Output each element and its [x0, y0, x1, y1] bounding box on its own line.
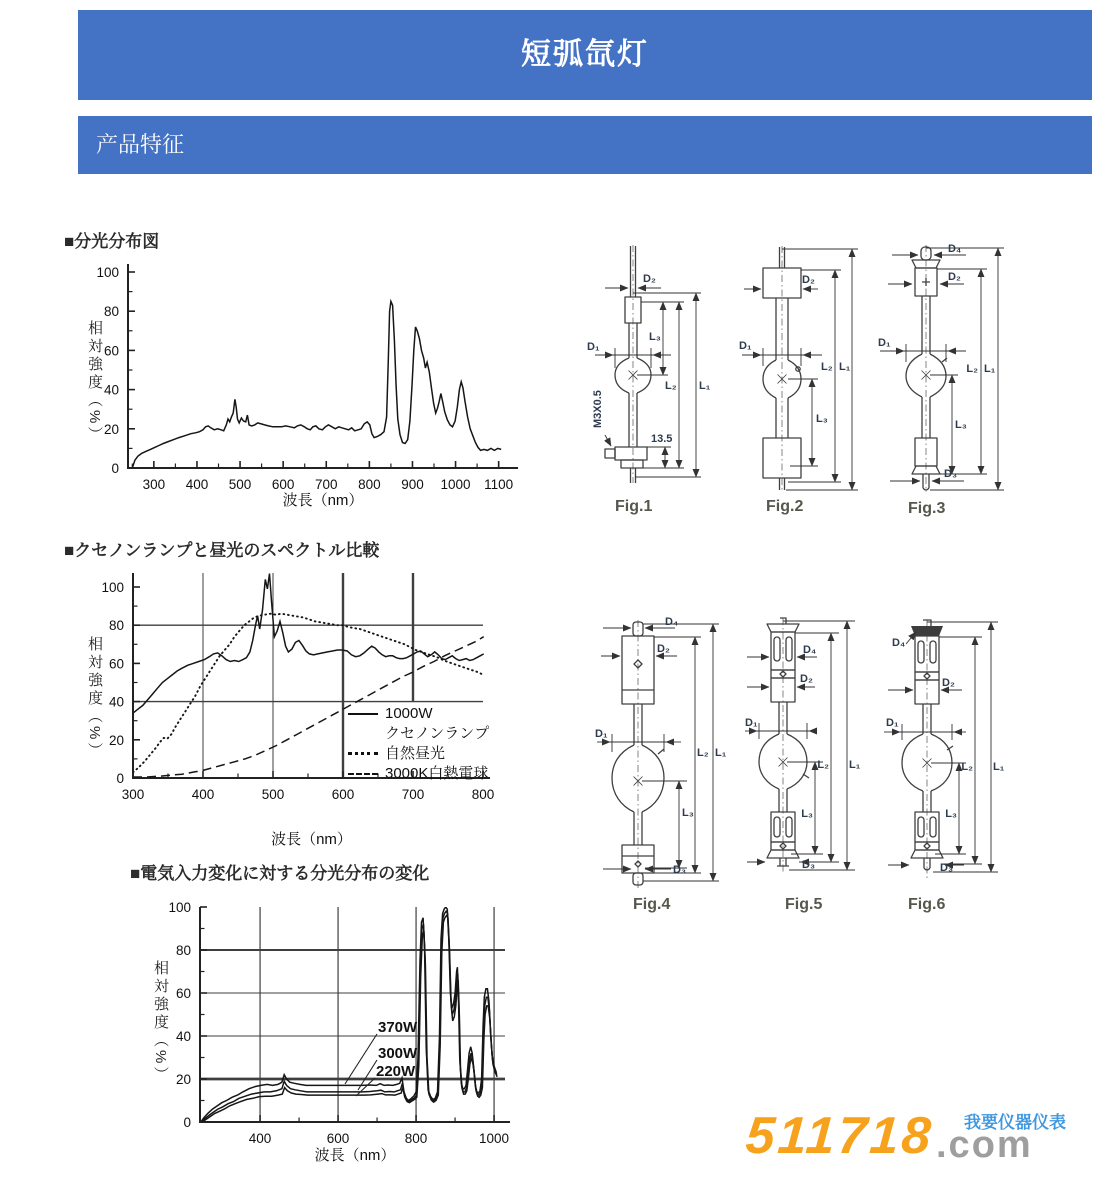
legend-label: 自然昼光 — [385, 745, 446, 762]
dim-label-d1: D₁ — [595, 728, 608, 740]
x-tick-label: 300 — [142, 477, 166, 492]
lamp-outline — [906, 247, 947, 490]
x-tick-label: 700 — [401, 787, 425, 802]
spectral-distribution-chart — [70, 255, 540, 527]
dim-label-l3: L₃ — [649, 331, 661, 343]
y-tick-label: 20 — [103, 421, 119, 437]
y-tick-label: 100 — [101, 580, 124, 595]
figure-caption: Fig.5 — [785, 896, 823, 913]
y-tick-label: 100 — [168, 900, 191, 915]
chart1-title: ■分光分布図 — [64, 232, 160, 251]
x-tick-label: 300 — [121, 787, 145, 802]
section-banner — [78, 116, 1092, 174]
lamp-diagram-svg — [880, 616, 1025, 891]
x-tick-label: 700 — [314, 477, 338, 492]
page-title-banner — [78, 10, 1092, 100]
dim-label-d3: D₃ — [673, 864, 687, 876]
y-tick-label: 80 — [103, 304, 119, 320]
figure-caption: Fig.6 — [908, 896, 946, 913]
power-label-220w: 220W — [376, 1063, 416, 1080]
legend-row-xenon-2 — [348, 724, 489, 743]
y-tick-label: 0 — [111, 461, 119, 476]
dim-label-l1: L₁ — [993, 761, 1005, 773]
x-tick-label: 1000 — [440, 477, 471, 492]
lamp-diagram-svg — [585, 242, 730, 494]
dim-label-l3: L₃ — [945, 808, 957, 820]
dim-label-d1: D₁ — [745, 717, 758, 729]
site-logo-slogan: 我要仪器仪表 — [964, 1113, 1066, 1132]
dim-label-d4: D₄ — [665, 616, 679, 628]
x-axis-label: 波長（nm） — [282, 492, 364, 509]
dim-label-d2: D₂ — [657, 643, 670, 655]
dim-label-13-5: 13.5 — [651, 433, 673, 445]
dim-label-d2: D₂ — [643, 273, 656, 285]
x-tick-label: 400 — [191, 787, 215, 802]
dim-label-l3: L₃ — [955, 419, 967, 431]
dim-label-l2: L₂ — [665, 380, 677, 392]
lamp-diagram-svg — [878, 242, 1020, 498]
input-variation-chart — [130, 888, 560, 1188]
x-tick-label: 500 — [261, 787, 285, 802]
x-tick-label: 400 — [248, 1131, 272, 1146]
site-logo-tld: .com — [936, 1124, 1033, 1166]
dotted-line-sample — [348, 752, 378, 755]
dim-label-d1: D₁ — [878, 337, 891, 349]
legend-row-incandescent — [348, 764, 489, 783]
x-tick-label: 600 — [326, 1131, 350, 1146]
legend-label: 3000K白熱電球 — [385, 765, 489, 782]
lamp-figure-1 — [585, 242, 730, 528]
figure-caption: Fig.4 — [633, 896, 671, 913]
lamp-diagram-svg — [595, 616, 745, 891]
y-tick-label: 60 — [108, 656, 124, 672]
y-tick-label: 20 — [175, 1072, 191, 1087]
x-axis-label: 波長（nm） — [314, 1147, 396, 1164]
dim-label-l2: L₂ — [817, 759, 829, 771]
dim-label-l2: L₂ — [697, 747, 709, 759]
dimension-lines — [745, 621, 855, 870]
y-tick-label: 40 — [103, 382, 119, 398]
dim-label-d3: D₃ — [944, 468, 958, 480]
dim-label-d2: D₂ — [802, 274, 815, 286]
chart2-title: ■クセノンランプと昼光のスペクトル比較 — [64, 541, 380, 560]
lamp-figure-4 — [595, 616, 745, 916]
x-tick-label: 400 — [185, 477, 209, 492]
page-title: 短弧氙灯 — [521, 38, 649, 71]
legend-label: 1000W — [385, 705, 433, 722]
axes — [127, 264, 518, 468]
dim-label-l1: L₁ — [984, 363, 996, 375]
x-axis-label: 波長（nm） — [271, 831, 352, 848]
dim-label-l3: L₃ — [682, 807, 694, 819]
site-logo-number: 511718 — [743, 1107, 936, 1165]
lamp-figure-6 — [880, 616, 1025, 916]
dim-label-l1: L₁ — [715, 747, 727, 759]
dim-label-d4: D₄ — [803, 644, 817, 656]
y-tick-label: 40 — [108, 694, 124, 710]
x-tick-label: 800 — [471, 787, 495, 802]
dim-label-thread: M3X0.5 — [592, 390, 604, 428]
y-tick-label: 60 — [103, 343, 119, 359]
chart2-y-axis-label: 相対強度（%） — [86, 636, 103, 761]
lamp-figure-3 — [878, 242, 1020, 528]
y-tick-label: 60 — [175, 986, 191, 1001]
legend-label: クセノンランプ — [385, 725, 490, 742]
lamp-figure-2 — [738, 242, 873, 528]
lamp-outline — [759, 618, 809, 866]
y-tick-label: 0 — [183, 1115, 191, 1130]
chart2-legend — [348, 704, 489, 784]
dim-label-l2: L₂ — [961, 761, 973, 773]
dim-label-d4: D₄ — [892, 637, 906, 649]
chart3-y-axis-label: 相対強度（%） — [152, 960, 169, 1085]
dimension-lines — [884, 622, 998, 872]
y-tick-label: 80 — [175, 943, 191, 958]
dashed-line-sample — [348, 773, 378, 775]
solid-line-sample — [348, 713, 378, 715]
dim-label-d3: D₃ — [802, 859, 816, 871]
series-line-2 — [202, 916, 497, 1122]
lamp-diagram-svg — [738, 242, 873, 494]
x-tick-label: 600 — [271, 477, 295, 492]
dim-label-l1: L₁ — [839, 361, 851, 373]
x-tick-label: 800 — [358, 477, 381, 492]
dim-label-d3: D₃ — [940, 862, 954, 874]
power-label-300w: 300W — [378, 1045, 418, 1062]
legend-row-daylight — [348, 744, 489, 763]
legend-row-xenon — [348, 704, 489, 723]
series-line-0 — [133, 574, 484, 714]
series-line-0 — [132, 301, 501, 468]
x-tick-label: 900 — [401, 477, 424, 492]
leader-line — [356, 1078, 375, 1096]
section-banner-label: 产品特征 — [96, 132, 185, 157]
dim-label-l1: L₁ — [849, 759, 861, 771]
dim-label-d1: D₁ — [739, 340, 752, 352]
dim-label-d2: D₂ — [948, 271, 961, 283]
figure-caption: Fig.1 — [615, 498, 653, 515]
lamp-figure-5 — [745, 616, 885, 916]
dim-label-l2: L₂ — [966, 363, 978, 375]
dim-label-d1: D₁ — [587, 341, 600, 353]
lamp-diagram-svg — [745, 616, 885, 891]
lamp-outline — [902, 620, 953, 870]
power-label-370w: 370W — [378, 1019, 418, 1036]
dim-label-d2: D₂ — [800, 673, 813, 685]
chart3-title: ■電気入力変化に対する分光分布の変化 — [130, 864, 430, 883]
dim-label-l1: L₁ — [699, 380, 711, 392]
chart1-y-axis-label: 相対強度（%） — [86, 320, 103, 445]
x-tick-label: 800 — [404, 1131, 428, 1146]
x-tick-label: 1100 — [484, 477, 514, 492]
dim-label-l3: L₃ — [816, 413, 828, 425]
figure-caption: Fig.2 — [766, 498, 804, 515]
x-tick-label: 600 — [331, 787, 355, 802]
figure-caption: Fig.3 — [908, 500, 946, 517]
x-tick-label: 1000 — [479, 1131, 510, 1146]
y-tick-label: 20 — [108, 732, 124, 748]
dim-label-d2: D₂ — [942, 677, 955, 689]
dim-label-d1: D₁ — [886, 717, 899, 729]
dim-label-l3: L₃ — [801, 808, 813, 820]
dim-label-d4: D₄ — [948, 243, 962, 255]
y-tick-label: 80 — [108, 618, 124, 634]
y-tick-label: 100 — [96, 265, 119, 280]
y-tick-label: 40 — [175, 1029, 191, 1044]
y-tick-label: 0 — [116, 771, 124, 786]
x-tick-label: 500 — [228, 477, 252, 492]
ticks-and-labels — [96, 265, 513, 492]
leader-line — [345, 1034, 377, 1084]
dim-label-l2: L₂ — [821, 361, 833, 373]
